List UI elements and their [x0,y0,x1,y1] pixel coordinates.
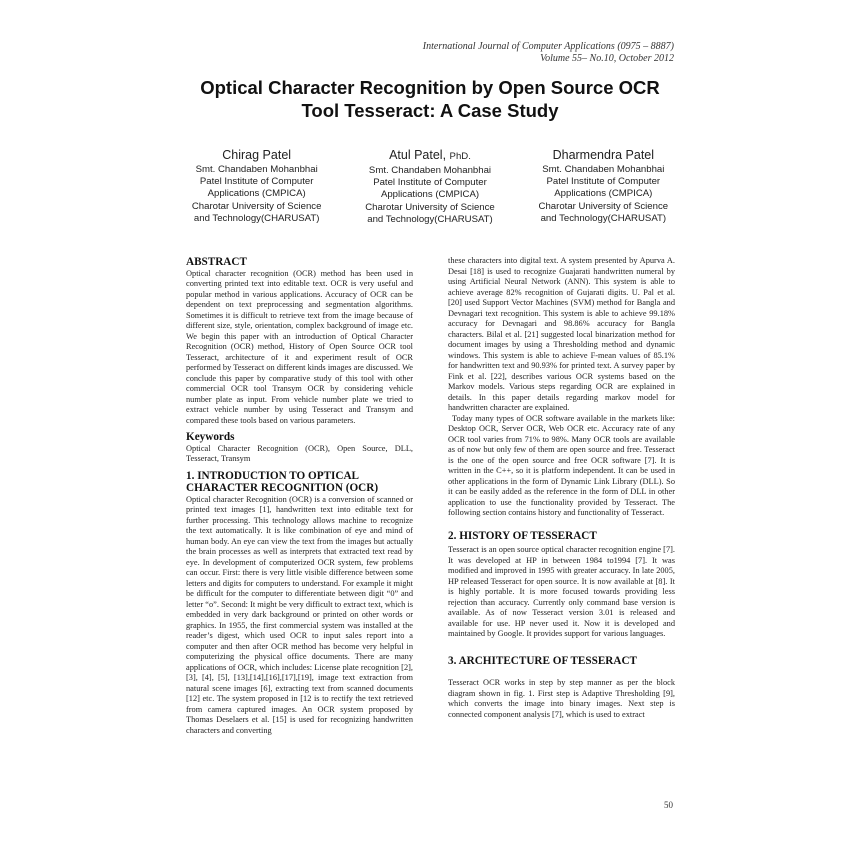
journal-header [423,41,674,65]
affiliation-line: Applications (CMPICA) [554,188,653,200]
intro-continued-paragraph: these characters into digital text. A system presented by Apurva A. Desai [18] is used to recognize Guajarati handwritten numeral by using Artificial Neural Network (ANN). This system is able to achieve average 82% recognition of Gujarati digits. U. Pal et al. [20] used Support Vector Machines (SVM) method for Bangla and Devnagari text recognition. This system is able to achieve 99.18% accuracy for Devnagari and 98.86% accuracy for Bangla characters. Bilal et al. [21] suggested local binarization method for document images by using a Thresholding method and dynamic windows. This system is able to achieve F-mean values of 85.1% for handwritten text and 90.93% for printed text. A survey paper by Fink et al. [22], describes various OCR systems based on the Markov models. Various steps regarding OCR are explained in details. In this paper details regarding markov model for handwritten character are explained. [448,256,675,412]
intro-software-paragraph: Today many types of OCR software available in the markets like: Desktop OCR, Server OCR, Web OCR etc. Accuracy rate of any OCR tool varies from 71% to 98%. Many OCR tools are available as of now but only few of them are open source and free. Tesseract is the one of the open source and free OCR software [7]. It is written in the C++, so it is platform independent. It can be used in other applications in the form of Dynamic Link Library (DLL). So it can be easily added as the reference in the form of DLL in other application to use the functionality provided by Tesseract. The following section contains history and functionality of Tesseract. [448,413,675,517]
title-line-2: Tool Tesseract: A Case Study [301,100,559,121]
affiliation-line: Applications (CMPICA) [380,189,480,201]
section-1-heading-line-1: 1. INTRODUCTION TO OPTICAL [186,469,360,482]
affiliation-line: Charotar University of Science [538,200,669,212]
keywords-text: Optical Character Recognition (OCR), Open Source, DLL, Tesseract, Transym [186,443,413,464]
section-1-text: Optical character Recognition (OCR) is a conversion of scanned or printed text images [1], handwritten text into editable text for further processing. This technology allows machine to recognize the text automatically. It is like combination of eye and mind of human body. An eye can view the text from the images but actually the brain processes as well as interprets that extracted text read by eye. In development of computerized OCR system, few problems can occur. First: there is very little visible difference between some letters and digits for computers to understand. For example it might be difficult for the computer to differentiate between digit “0” and letter “o”. Second: It might be very difficult to extract text, which is embedded in very dark background or printed on other words or graphics. In 1955, the first commercial system was installed at the reader’s digest, which used OCR to input sales report into a computer and then after OCR method has become very helpful in computerizing the physical office documents. There are many applications of OCR, which includes: License plate recognition [2], [3], [4], [5], [13],[14],[16],[17],[19], image text extraction from natural scene images [6], extracting text from scanned documents [12] etc. The system proposed in [12 is to rectify the text retrieved from camera captured images. An OCR system proposed by Thomas Deselaers et al. [15] is used for recognizing handwritten characters and converting [186,494,413,735]
title-line-1: Optical Character Recognition by Open Source OCR [200,77,660,98]
author-2 [343,148,516,226]
abstract-heading: ABSTRACT [186,256,247,268]
author-3 [517,148,690,226]
author-name: Chirag Patel [222,148,292,162]
affiliation-line: Charotar University of Science [191,200,322,212]
author-block [170,148,690,226]
affiliation-line: and Technology(CHARUSAT) [367,213,493,225]
keywords-heading: Keywords [186,431,235,444]
paper-title [0,76,860,122]
journal-volume: Volume 55– No.10, October 2012 [540,53,674,64]
section-3-heading: 3. ARCHITECTURE OF TESSERACT [448,654,637,667]
affiliation-line: Smt. Chandaben Mohanbhai [368,165,492,176]
author-degree: PhD. [449,151,471,162]
right-column [448,256,675,720]
affiliation-line: Smt. Chandaben Mohanbhai [195,164,318,175]
author-1 [170,148,343,226]
affiliation-line: Patel Institute of Computer [373,177,487,189]
section-1-heading-line-2: CHARACTER RECOGNITION (OCR) [186,482,379,495]
section-3-text: Tesseract OCR works in step by step manner as per the block diagram shown in fig. 1. First step is Adaptive Thresholding [9], which converts the image into binary images. Next step is connected component analysis [7], which is used to extract [448,678,675,719]
affiliation-line: Smt. Chandaben Mohanbhai [542,164,665,175]
affiliation-line: Applications (CMPICA) [207,188,306,200]
affiliation-line: and Technology(CHARUSAT) [193,212,320,224]
section-1-heading [186,470,413,495]
journal-name: International Journal of Computer Applications (0975 – 8887) [422,41,674,52]
affiliation-line: Patel Institute of Computer [546,176,661,188]
affiliation-line: Patel Institute of Computer [199,176,314,188]
affiliation-line: and Technology(CHARUSAT) [540,212,667,224]
affiliation-line: Charotar University of Science [365,201,495,213]
page-number: 50 [664,800,673,810]
abstract-text: Optical character recognition (OCR) method has been used in converting printed text into editable text. OCR is very useful and popular method in various applications. Accuracy of OCR can be dependent on text preprocessing and segmentation algorithms. Sometimes it is difficult to retrieve text from the image because of different size, style, orientation, complex background of image etc. We begin this paper with an introduction of Optical Character Recognition (OCR) method, History of Open Source OCR tool Tesseract, architecture of it and experiment result of OCR performed by Tesseract on different kinds images are discussed. We conclude this paper by comparative study of this tool with other commercial OCR tool Transym OCR by considering vehicle number plate as input. From vehicle number plate we tried to extract vehicle number by using Tesseract and Transym and compared these tools based on various parameters. [186,268,413,425]
author-name: Atul Patel, [389,148,447,162]
left-column [186,256,413,736]
section-2-text: Tesseract is an open source optical character recognition engine [7]. It was developed at HP in between 1984 to1994 [7]. It was modified and improved in 1995 with greater accuracy. In late 2005, HP released Tesseract for open source. It is now available at [8]. It is highly portable. It is more focused towards providing less rejection than accuracy. Currently only command base version is available. As of now Tesseract version 3.01 is released and available for use. HP never used it. Now it is developed and maintained by Google. It provides support for various languages. [448,545,675,639]
author-name: Dharmendra Patel [552,148,655,162]
section-2-heading: 2. HISTORY OF TESSERACT [448,529,597,542]
